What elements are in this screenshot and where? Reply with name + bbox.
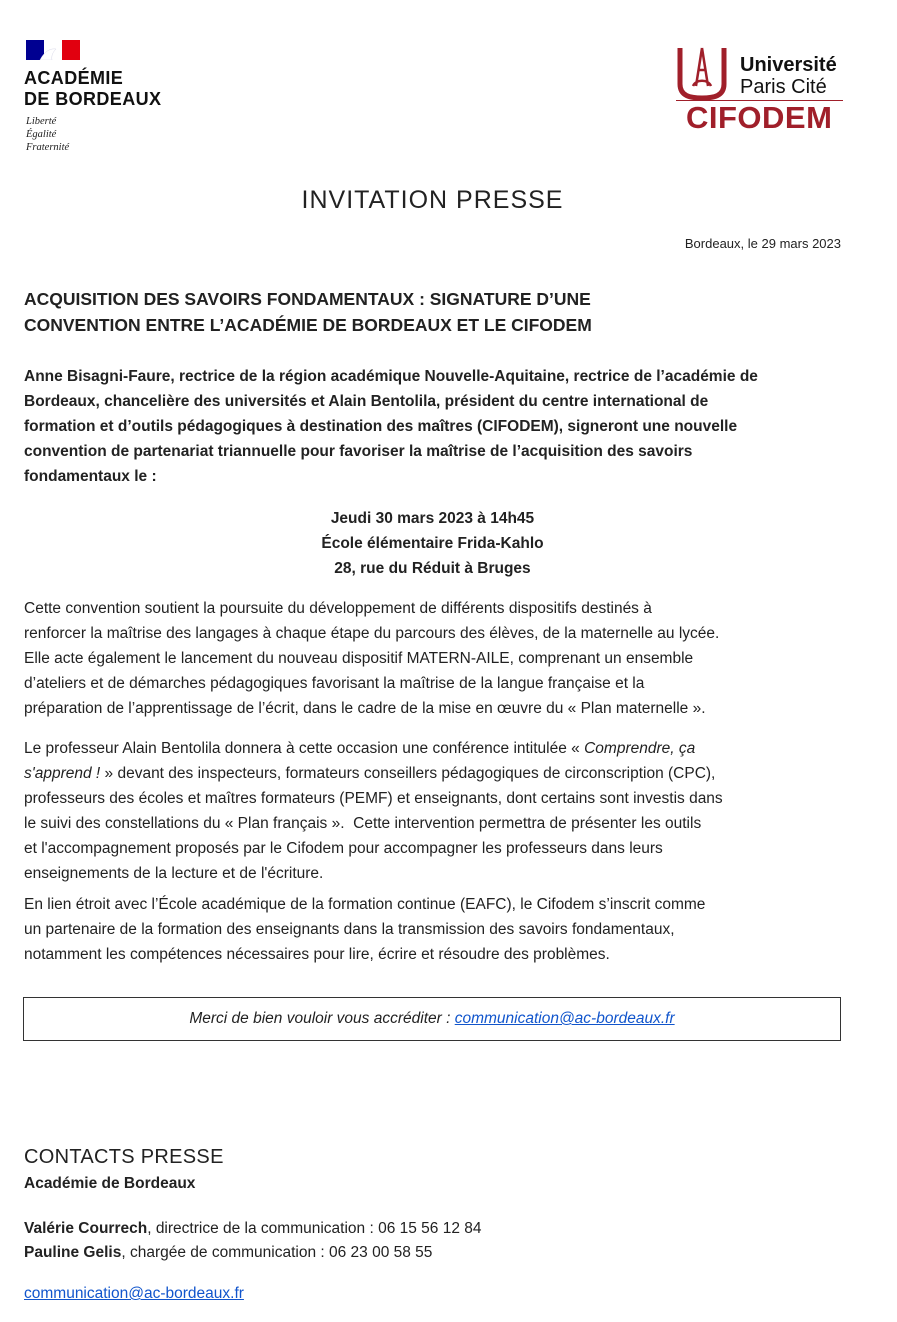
contact-details: , directrice de la communication : 06 15 56 12 84 — [147, 1220, 482, 1237]
body-paragraph-1 — [24, 596, 839, 721]
paragraph-line: le suivi des constellations du « Plan français ». Cette intervention permettra de présenter les outils — [24, 815, 702, 832]
paragraph-line: d’ateliers et de démarches pédagogiques favorisant la maîtrise de la langue française et la — [24, 675, 645, 692]
document-date: Bordeaux, le 29 mars 2023 — [684, 236, 841, 251]
lead-line: Anne Bisagni-Faure, rectrice de la région académique Nouvelle-Aquitaine, rectrice de l’académie de — [24, 368, 758, 385]
paragraph-text: » devant des inspecteurs, formateurs conseillers pédagogiques de circonscription (CPC), — [100, 765, 716, 782]
paragraph-line: enseignements de la lecture et de l'écriture. — [24, 865, 324, 882]
accreditation-text: Merci de bien vouloir vous accréditer : — [189, 1010, 455, 1027]
paragraph-line: renforcer la maîtrise des langages à chaque étape du parcours des élèves, de la maternelle au lycée. — [24, 625, 720, 642]
academie-logo-line1: ACADÉMIE — [24, 68, 124, 88]
headline-line1: ACQUISITION DES SAVOIRS FONDAMENTAUX : SIGNATURE D’UNE — [24, 289, 591, 309]
academie-logo-text — [24, 68, 161, 110]
contacts-organization: Académie de Bordeaux — [24, 1175, 196, 1192]
universite-label: Université — [740, 54, 837, 76]
headline-line2: CONVENTION ENTRE L’ACADÉMIE DE BORDEAUX ET LE CIFODEM — [24, 315, 592, 335]
body-paragraph-3 — [24, 892, 839, 967]
paragraph-line — [24, 761, 839, 786]
republic-motto — [26, 115, 69, 154]
contacts-title: CONTACTS PRESSE — [24, 1146, 224, 1168]
lead-line: convention de partenariat triannuelle pour favoriser la maîtrise de l’acquisition des savoirs — [24, 443, 693, 460]
marianne-flag-icon — [26, 40, 80, 60]
paragraph-line: En lien étroit avec l’École académique de la formation continue (EAFC), le Cifodem s’inscrit comme — [24, 896, 706, 913]
motto-liberte: Liberté — [26, 116, 57, 127]
contact-name: Valérie Courrech — [24, 1220, 148, 1237]
event-details — [0, 506, 865, 581]
lead-line: Bordeaux, chancelière des universités et Alain Bentolila, président du centre international de — [24, 393, 709, 410]
contact-gelis — [24, 1244, 432, 1262]
contact-courrech — [24, 1220, 482, 1238]
paragraph-line: Cette convention soutient la poursuite du développement de différents dispositifs destinés à — [24, 600, 652, 617]
motto-fraternite: Fraternité — [26, 142, 70, 153]
event-datetime: Jeudi 30 mars 2023 à 14h45 — [330, 510, 535, 527]
paragraph-line: et l'accompagnement proposés par le Cifodem pour accompagner les professeurs dans leurs — [24, 840, 663, 857]
lead-line: formation et d’outils pédagogiques à destination des maîtres (CIFODEM), signeront une nouvelle — [24, 418, 738, 435]
document-title: INVITATION PRESSE — [301, 186, 564, 214]
paragraph-line: notamment les compétences nécessaires pour lire, écrire et résoudre des problèmes. — [24, 946, 610, 963]
conference-title-part2: s'apprend ! — [24, 765, 101, 782]
headline — [24, 286, 844, 338]
event-place: École élémentaire Frida-Kahlo — [321, 535, 544, 552]
motto-egalite: Égalité — [26, 129, 57, 140]
paragraph-line: Elle acte également le lancement du nouveau dispositif MATERN-AILE, comprenant un ensemble — [24, 650, 694, 667]
paragraph-line — [24, 736, 839, 761]
academie-logo-line2: DE BORDEAUX — [24, 89, 162, 109]
cifodem-logo-text: CIFODEM — [686, 100, 833, 135]
accreditation-box — [23, 997, 841, 1041]
conference-title-part1: Comprendre, ça — [584, 740, 696, 757]
body-paragraph-2 — [24, 736, 839, 886]
accreditation-email-link[interactable]: communication@ac-bordeaux.fr — [454, 1010, 675, 1027]
contacts-email-link[interactable]: communication@ac-bordeaux.fr — [24, 1285, 244, 1302]
contact-name: Pauline Gelis — [24, 1244, 122, 1261]
paragraph-line: professeurs des écoles et maîtres formateurs (PEMF) et enseignants, dont certains sont investis dans — [24, 790, 723, 807]
contact-details: , chargée de communication : 06 23 00 58 55 — [121, 1244, 433, 1261]
paragraph-text: Le professeur Alain Bentolila donnera à cette occasion une conférence intitulée « — [24, 740, 585, 757]
paragraph-line: un partenaire de la formation des enseignants dans la transmission des savoirs fondamentaux, — [24, 921, 675, 938]
event-address: 28, rue du Réduit à Bruges — [334, 560, 531, 577]
paris-cite-label: Paris Cité — [740, 76, 827, 98]
lead-line: fondamentaux le : — [24, 468, 157, 485]
lead-paragraph — [24, 364, 844, 489]
paragraph-line: préparation de l’apprentissage de l’écrit, dans le cadre de la mise en œuvre du « Plan maternelle ». — [24, 700, 706, 717]
eiffel-tower-icon — [676, 46, 728, 100]
